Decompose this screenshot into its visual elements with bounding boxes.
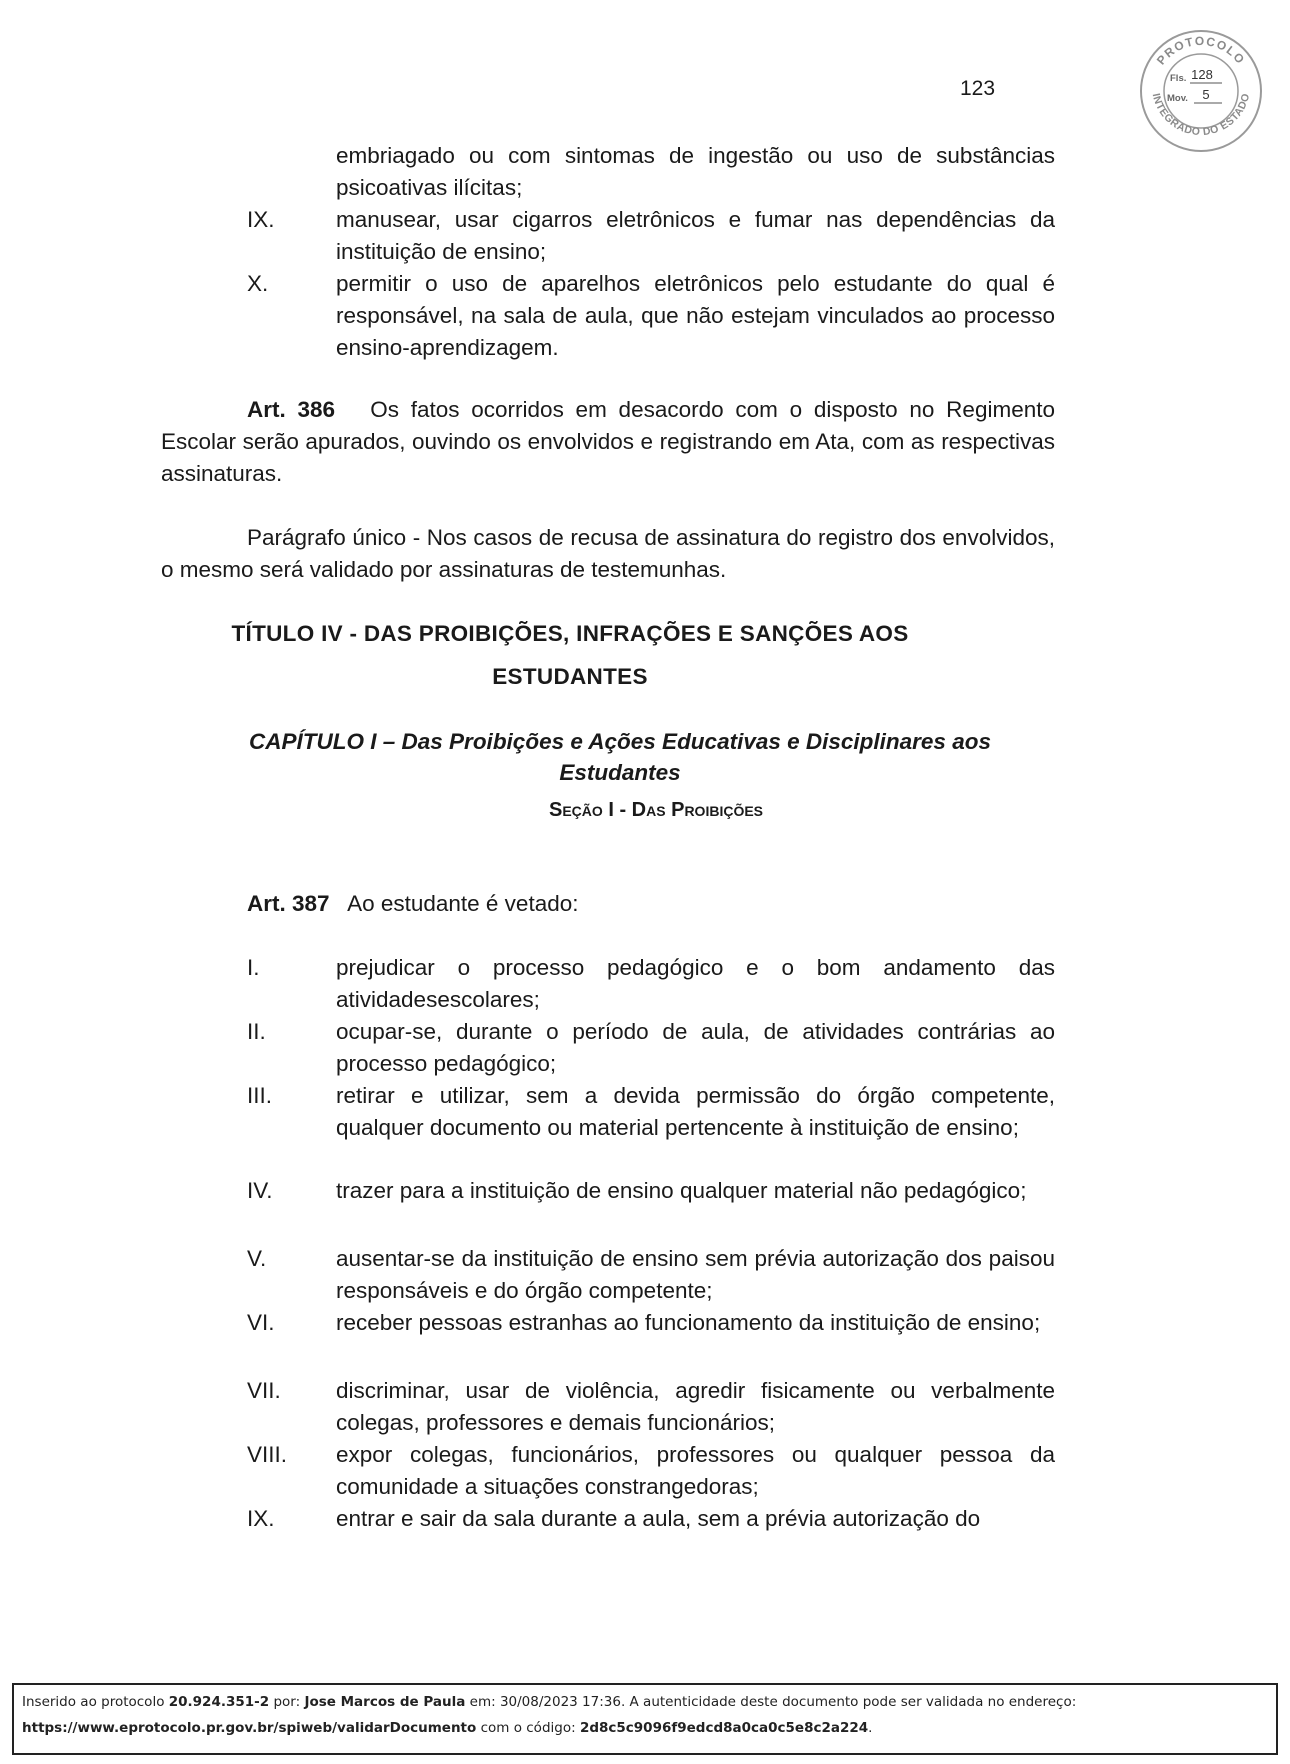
list-item-number: I. <box>247 955 260 980</box>
article-text: Ao estudante é vetado: <box>347 891 579 916</box>
continuation-text: embriagado ou com sintomas de ingestão ou uso de substâncias psicoativas ilícitas; <box>336 143 1055 200</box>
svg-text:PROTOCOLO <box>1154 34 1248 68</box>
validation-footer <box>12 1683 1278 1755</box>
list-item-text: ausentar-se da instituição de ensino sem prévia autorização dos paisou responsáveis e do órgão competente; <box>336 1246 1055 1303</box>
list-item-number: III. <box>247 1083 273 1108</box>
author-name: Jose Marcos de Paula <box>304 1694 466 1710</box>
title-heading-line2: ESTUDANTES <box>492 664 648 689</box>
protocol-stamp-graphic <box>1138 28 1264 154</box>
footer-text: em: 30/08/2023 17:36. A autenticidade deste documento pode ser validada no endereço: <box>465 1694 1077 1710</box>
list-item-number: V. <box>247 1246 267 1271</box>
list-item-text: discriminar, usar de violência, agredir fisicamente ou verbalmente colegas, professores e demais funcionários; <box>336 1378 1055 1435</box>
stamp-mov-label: Mov. <box>1167 93 1188 104</box>
list-item-number: IX. <box>247 207 275 232</box>
footer-text: . <box>868 1720 873 1736</box>
list-item-text: prejudicar o processo pedagógico e o bom andamento das atividadesescolares; <box>336 955 1055 1012</box>
list-item-number: VI. <box>247 1310 275 1335</box>
article-387 <box>247 888 579 920</box>
footer-text: com o código: <box>476 1720 580 1736</box>
list-item-number: II. <box>247 1019 266 1044</box>
list-item-text: receber pessoas estranhas ao funcionamento da instituição de ensino; <box>336 1310 1041 1335</box>
article-label: Art. 386 <box>247 397 336 422</box>
list-item-number: X. <box>247 271 269 296</box>
sole-paragraph: Parágrafo único - Nos casos de recusa de assinatura do registro dos envolvidos, o mesmo será validado por assinaturas de testemunhas. <box>161 525 1055 582</box>
article-label: Art. 387 <box>247 891 330 916</box>
list-item-text: trazer para a instituição de ensino qualquer material não pedagógico; <box>336 1178 1027 1203</box>
page-number: 123 <box>960 77 996 100</box>
article-text: Os fatos ocorridos em desacordo com o disposto no Regimento Escolar serão apurados, ouvindo os envolvidos e registrando em Ata, com as respectivas assinaturas. <box>161 397 1055 486</box>
stamp-fls-value: 128 <box>1191 67 1213 82</box>
validation-code: 2d8c5c9096f9edcd8a0ca0c5e8c2a224 <box>579 1720 869 1736</box>
title-heading-line1: TÍTULO IV - DAS PROIBIÇÕES, INFRAÇÕES E SANÇÕES AOS <box>231 621 909 646</box>
chapter-heading-line2: Estudantes <box>559 760 681 785</box>
article-386 <box>161 394 1055 490</box>
list-item-number: IV. <box>247 1178 273 1203</box>
chapter-heading-line1: CAPÍTULO I – Das Proibições e Ações Educativas e Disciplinares aos <box>249 729 991 754</box>
list-item-text: manusear, usar cigarros eletrônicos e fumar nas dependências da instituição de ensino; <box>336 207 1055 264</box>
list-item-text: retirar e utilizar, sem a devida permissão do órgão competente, qualquer documento ou material pertencente à instituição de ensino; <box>336 1083 1055 1140</box>
list-item-text: entrar e sair da sala durante a aula, sem a prévia autorização do <box>336 1506 981 1531</box>
list-item-number: IX. <box>247 1506 275 1531</box>
stamp-bottom-arc: INTEGRADO DO ESTADO <box>1149 91 1253 139</box>
list-item-number: VIII. <box>247 1442 288 1467</box>
stamp-fls-label: Fls. <box>1170 73 1187 84</box>
stamp-top-arc: PROTOCOLO <box>1153 33 1249 68</box>
list-item-text: permitir o uso de aparelhos eletrônicos pelo estudante do qual é responsável, na sala de aula, que não estejam vinculados ao processo ensino-aprendizagem. <box>336 271 1055 360</box>
list-item-number: VII. <box>247 1378 281 1403</box>
stamp-mov-value: 5 <box>1202 87 1210 102</box>
list-item-text: expor colegas, funcionários, professores ou qualquer pessoa da comunidade a situações constrangedoras; <box>336 1442 1055 1499</box>
section-heading: Seção I - Das Proibições <box>548 799 764 821</box>
protocol-stamp <box>1138 28 1264 154</box>
protocol-number: 20.924.351-2 <box>168 1694 270 1710</box>
footer-text: Inserido ao protocolo <box>22 1694 169 1710</box>
validation-url-link[interactable]: https://www.eprotocolo.pr.gov.br/spiweb/validarDocumento <box>22 1720 477 1736</box>
footer-text: por: <box>269 1694 305 1710</box>
list-item-text: ocupar-se, durante o período de aula, de atividades contrárias ao processo pedagógico; <box>336 1019 1055 1076</box>
